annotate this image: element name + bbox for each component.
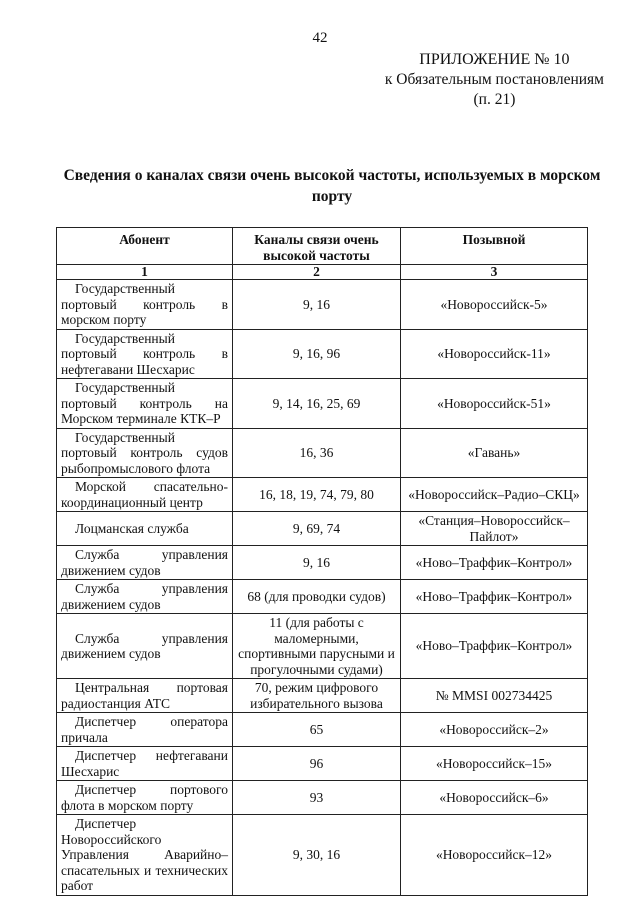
header-call-sign: Позывной bbox=[401, 228, 588, 265]
call-sign-cell: «Ново–Траффик–Контрол» bbox=[401, 614, 588, 679]
call-sign-cell: «Новороссийск-11» bbox=[401, 329, 588, 379]
subscriber-cell: Служба управления движением судов bbox=[57, 580, 233, 614]
table-row bbox=[57, 512, 588, 546]
call-sign-cell: «Новороссийск–Радио–СКЦ» bbox=[401, 478, 588, 512]
call-sign-cell: «Новороссийск–12» bbox=[401, 815, 588, 896]
document-title bbox=[62, 165, 602, 207]
page-number: 42 bbox=[312, 30, 328, 46]
channels-cell: 9, 16 bbox=[233, 546, 401, 580]
channels-cell: 68 (для проводки судов) bbox=[233, 580, 401, 614]
subscriber-cell: Государственный портовый контроль в нефтегавани Шесхарис bbox=[57, 329, 233, 379]
call-sign-cell: «Ново–Траффик–Контрол» bbox=[401, 580, 588, 614]
channels-cell: 70, режим цифрового избирательного вызова bbox=[233, 679, 401, 713]
table-row bbox=[57, 379, 588, 429]
appendix-clause: (п. 21) bbox=[473, 91, 516, 108]
appendix-title: ПРИЛОЖЕНИЕ № 10 bbox=[419, 51, 570, 68]
channels-cell: 11 (для работы с маломерными, спортивными парусными и прогулочными судами) bbox=[233, 614, 401, 679]
call-sign-cell: «Новороссийск-51» bbox=[401, 379, 588, 429]
table-row bbox=[57, 280, 588, 330]
document-title-line2: порту bbox=[311, 188, 353, 205]
table-row bbox=[57, 478, 588, 512]
channels-cell: 65 bbox=[233, 713, 401, 747]
vhf-channels-table bbox=[56, 227, 588, 896]
column-number: 2 bbox=[233, 265, 401, 280]
channels-cell: 16, 18, 19, 74, 79, 80 bbox=[233, 478, 401, 512]
table-row bbox=[57, 679, 588, 713]
column-number: 3 bbox=[401, 265, 588, 280]
column-number: 1 bbox=[57, 265, 233, 280]
subscriber-cell: Государственный портовый контроль на Морском терминале КТК–Р bbox=[57, 379, 233, 429]
subscriber-cell: Государственный портовый контроль судов рыбопромыслового флота bbox=[57, 428, 233, 478]
table-row bbox=[57, 781, 588, 815]
channels-cell: 9, 16, 96 bbox=[233, 329, 401, 379]
call-sign-cell: «Новороссийск–15» bbox=[401, 747, 588, 781]
channels-cell: 93 bbox=[233, 781, 401, 815]
call-sign-cell: «Новороссийск-5» bbox=[401, 280, 588, 330]
subscriber-cell: Диспетчер оператора причала bbox=[57, 713, 233, 747]
subscriber-cell: Морской спасательно-координационный центр bbox=[57, 478, 233, 512]
subscriber-cell: Государственный портовый контроль в морском порту bbox=[57, 280, 233, 330]
table-row bbox=[57, 713, 588, 747]
table-row bbox=[57, 747, 588, 781]
document-title-line1: Сведения о каналах связи очень высокой частоты, используемых в морском bbox=[63, 167, 601, 184]
call-sign-cell: «Гавань» bbox=[401, 428, 588, 478]
table-row bbox=[57, 546, 588, 580]
column-numbers-row bbox=[57, 265, 588, 280]
table-header-row bbox=[57, 228, 588, 265]
call-sign-cell: «Станция–Новороссийск–Пайлот» bbox=[401, 512, 588, 546]
call-sign-cell: «Новороссийск–2» bbox=[401, 713, 588, 747]
subscriber-cell: Диспетчер Новороссийского Управления Аварийно–спасательных и технических работ bbox=[57, 815, 233, 896]
appendix-reference: к Обязательным постановлениям bbox=[384, 71, 604, 88]
channels-cell: 9, 16 bbox=[233, 280, 401, 330]
subscriber-cell: Лоцманская служба bbox=[57, 512, 233, 546]
subscriber-cell: Диспетчер нефтегавани Шесхарис bbox=[57, 747, 233, 781]
header-channels: Каналы связи очень высокой частоты bbox=[233, 228, 401, 265]
header-subscriber: Абонент bbox=[57, 228, 233, 265]
table-row bbox=[57, 815, 588, 896]
table-row bbox=[57, 580, 588, 614]
channels-cell: 96 bbox=[233, 747, 401, 781]
channels-cell: 9, 30, 16 bbox=[233, 815, 401, 896]
call-sign-cell: «Новороссийск–6» bbox=[401, 781, 588, 815]
subscriber-cell: Служба управления движением судов bbox=[57, 614, 233, 679]
channels-cell: 9, 14, 16, 25, 69 bbox=[233, 379, 401, 429]
table-row bbox=[57, 329, 588, 379]
subscriber-cell: Служба управления движением судов bbox=[57, 546, 233, 580]
subscriber-cell: Центральная портовая радиостанция АТС bbox=[57, 679, 233, 713]
appendix-block bbox=[385, 50, 604, 110]
subscriber-cell: Диспетчер портового флота в морском порту bbox=[57, 781, 233, 815]
channels-cell: 9, 69, 74 bbox=[233, 512, 401, 546]
table-row bbox=[57, 614, 588, 679]
call-sign-cell: № MMSI 002734425 bbox=[401, 679, 588, 713]
call-sign-cell: «Ново–Траффик–Контрол» bbox=[401, 546, 588, 580]
table-row bbox=[57, 428, 588, 478]
channels-cell: 16, 36 bbox=[233, 428, 401, 478]
